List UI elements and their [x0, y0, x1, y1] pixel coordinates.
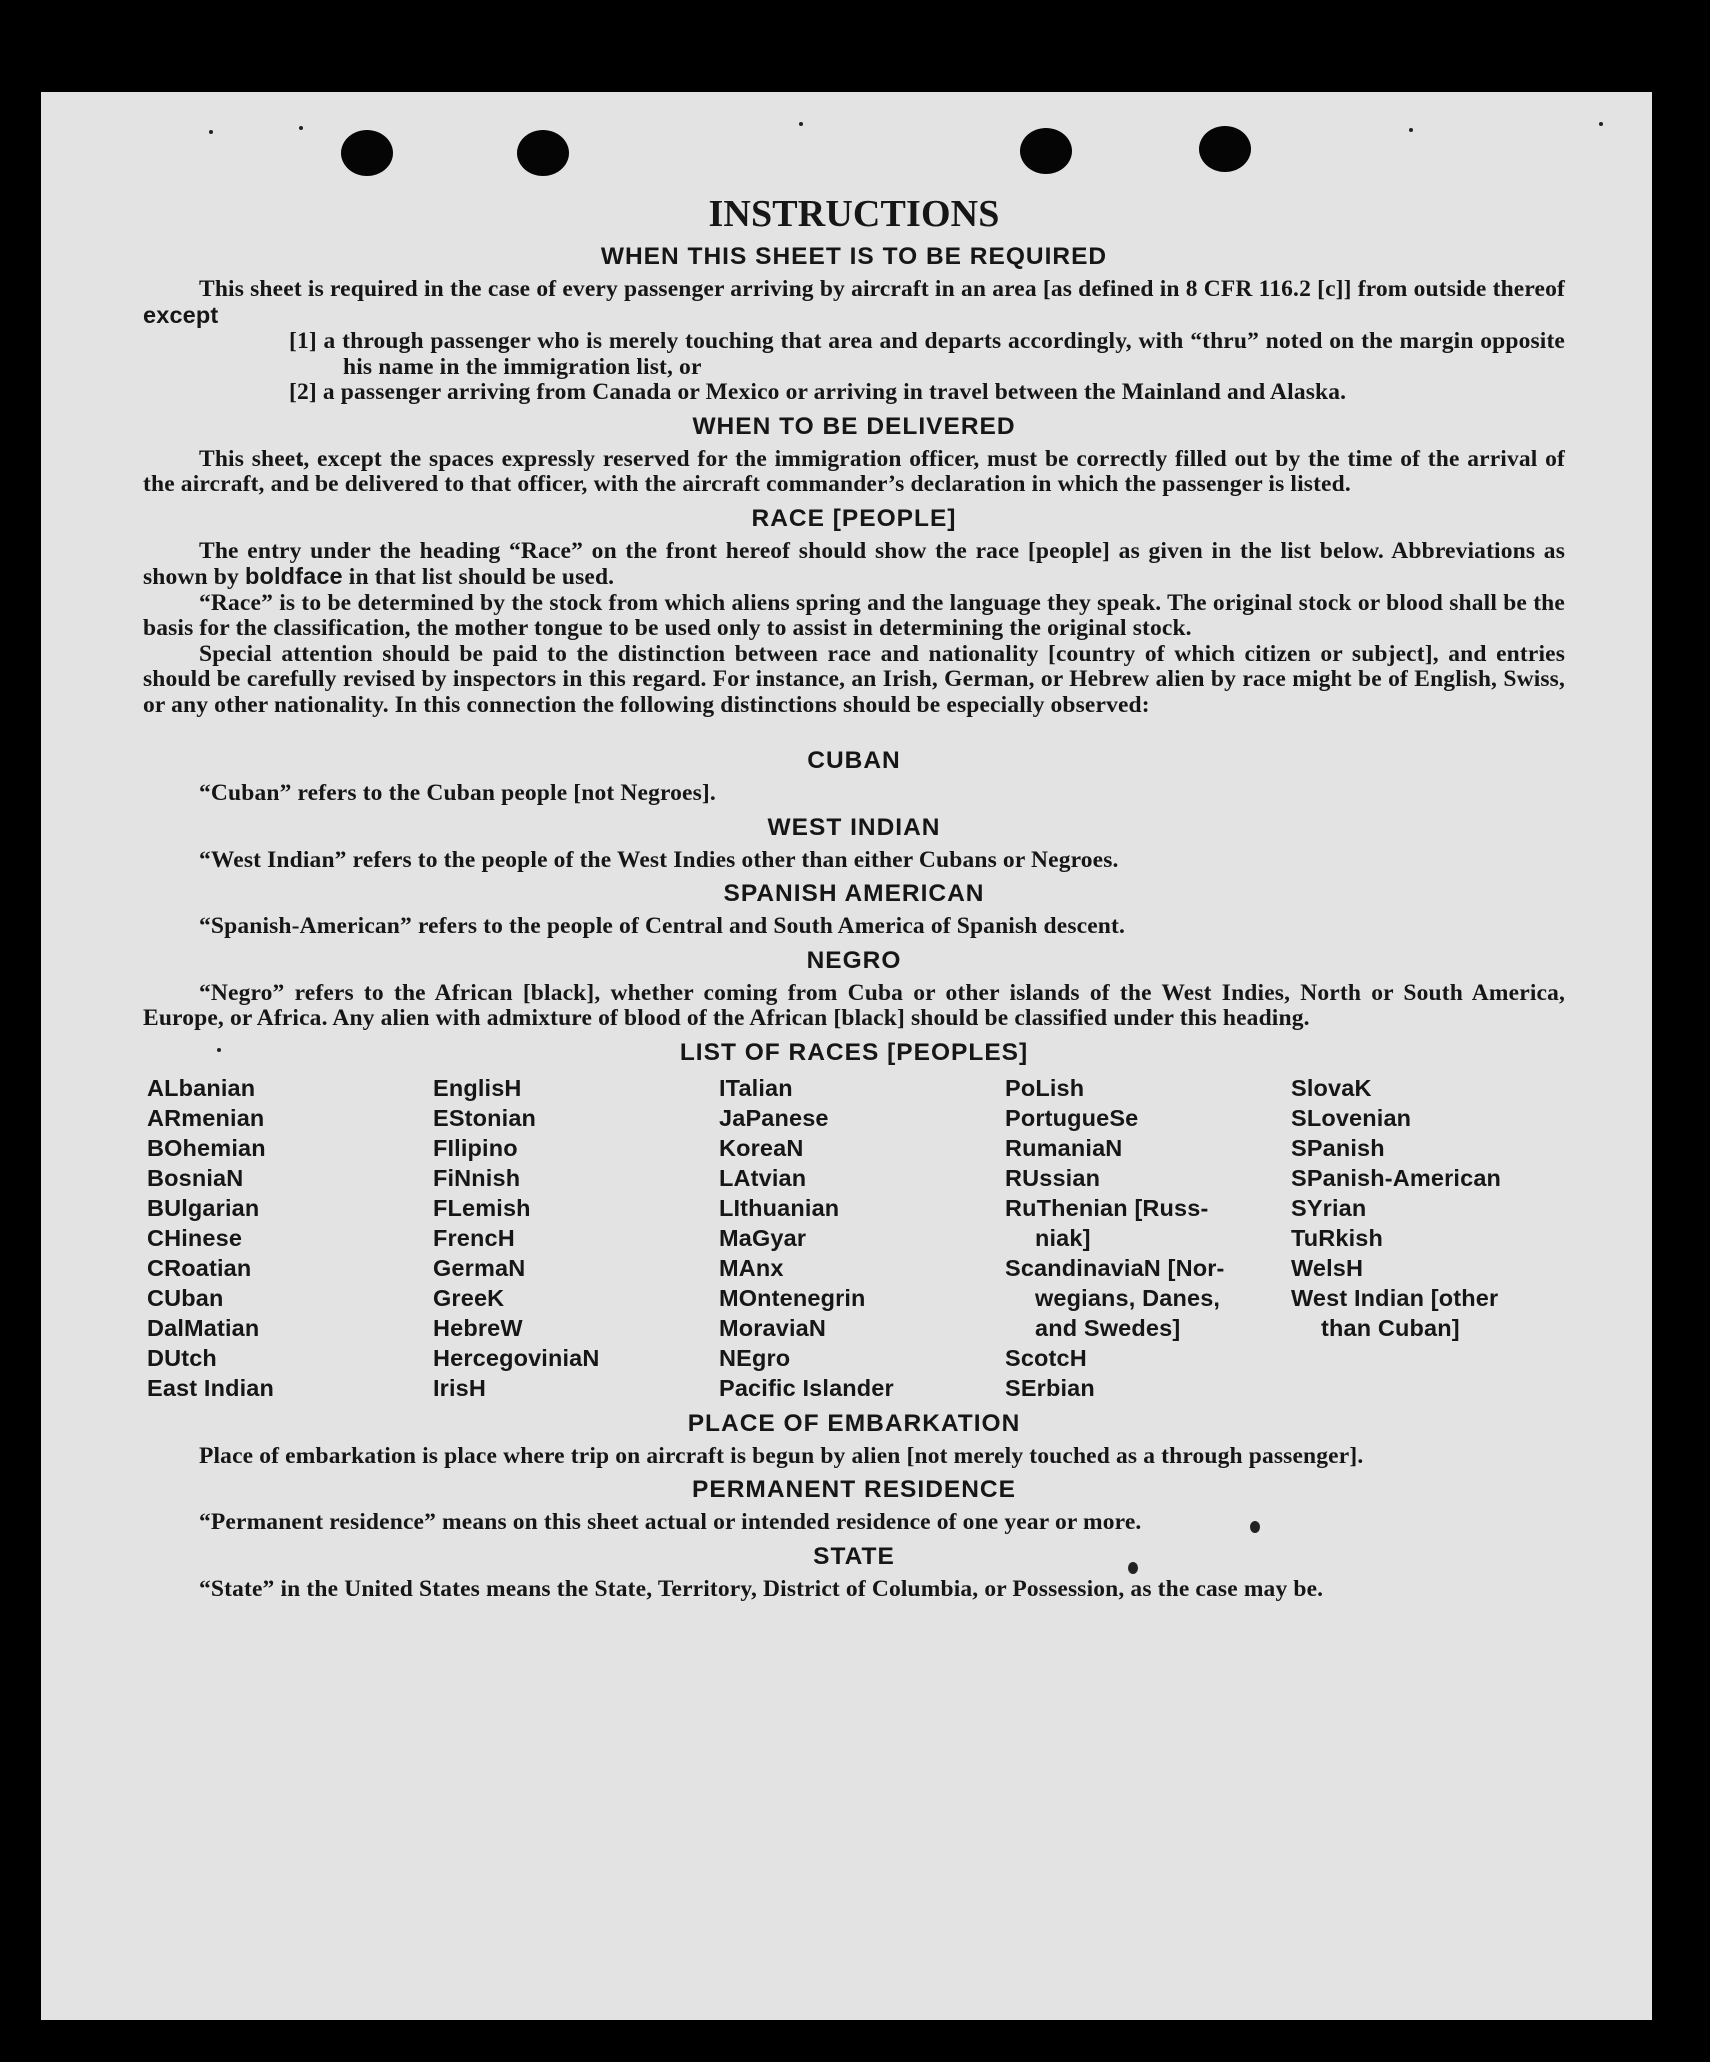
cuban-text: “Cuban” refers to the Cuban people [not Negroes]. [199, 780, 716, 806]
race-item-continued: niak] [1035, 1224, 1091, 1251]
race-item: BOhemian [147, 1134, 266, 1161]
race-item: ARmenian [147, 1104, 265, 1131]
speck [1599, 122, 1603, 126]
negro-text: “Negro” refers to the African [black], whether coming from Cuba or other islands of the West Indies, North or South America, Europe, or Africa. Any alien with admixture of blood of the African [black] should be classified under this heading. [143, 979, 1565, 1031]
race-item: JaPanese [719, 1104, 829, 1131]
heading-races-list: LIST OF RACES [PEOPLES] [679, 1038, 1029, 1066]
race-item: DUtch [147, 1344, 217, 1371]
race-item: FiNnish [433, 1164, 521, 1191]
race-item: RumaniaN [1005, 1134, 1123, 1161]
race-item: ALbanian [147, 1074, 256, 1101]
west-indian-text: “West Indian” refers to the people of the West Indies other than either Cubans or Negroes. [199, 846, 1119, 873]
race-item: SPanish-American [1291, 1164, 1502, 1191]
race-item: MoraviaN [719, 1314, 826, 1341]
race-paragraph-2: “Race” is to be determined by the stock from which aliens spring and the language they speak. The original stock or blood shall be the basis for the classification, the mother tongue to be used only to assist in determining the original stock. [143, 589, 1565, 641]
race-item: Pacific Islander [719, 1374, 894, 1401]
race-item-continued: wegians, Danes, [1035, 1284, 1221, 1311]
speck [799, 122, 803, 126]
race-item: PoLish [1005, 1074, 1085, 1101]
race-item: HercegoviniaN [433, 1344, 600, 1371]
race-item: TuRkish [1291, 1224, 1384, 1251]
required-item-1: [1] a through passenger who is merely touching that area and departs accordingly, with “thru” noted on the margin opposite his name in the immigration list, or [289, 328, 1565, 380]
heading-residence: PERMANENT RESIDENCE [692, 1476, 1016, 1503]
heading-west-indian: WEST INDIAN [767, 813, 941, 841]
races-column-3 [719, 1073, 1005, 1403]
residence-text: “Permanent residence” means on this sheet actual or intended residence of one year or more. [199, 1509, 1142, 1535]
race-item: GreeK [433, 1284, 505, 1311]
race-item: HebreW [433, 1314, 523, 1341]
race-item: ScotcH [1005, 1344, 1087, 1371]
race-item: FrencH [433, 1224, 515, 1251]
race-item: RUssian [1005, 1164, 1101, 1191]
race-item: PortugueSe [1005, 1104, 1139, 1131]
punch-hole [1020, 128, 1072, 174]
race-item: FLemish [433, 1194, 531, 1221]
race-item: SlovaK [1291, 1074, 1372, 1101]
heading-negro: NEGRO [806, 946, 902, 974]
heading-race: RACE [PEOPLE] [751, 504, 957, 532]
punch-hole [517, 130, 569, 176]
race-item: BUlgarian [147, 1194, 260, 1221]
race-item: SLovenian [1291, 1104, 1412, 1131]
heading-cuban: CUBAN [807, 747, 901, 774]
race-item: KoreaN [719, 1134, 804, 1161]
race-item: RuThenian [Russ- [1005, 1194, 1209, 1221]
race-item: IrisH [433, 1374, 486, 1401]
race-item: CRoatian [147, 1254, 252, 1281]
race-p1-a: The entry under the heading “Race” on the front hereof should show the race [people] as given in the list below. Abbreviations as shown by [143, 537, 1565, 590]
race-item: EStonian [433, 1104, 537, 1131]
races-list [147, 1073, 1565, 1403]
instructions-content [143, 192, 1565, 1602]
required-intro-text: This sheet is required in the case of every passenger arriving by aircraft in an area [as defined in 8 CFR 116.2 [c]] from outside thereof [199, 276, 1565, 302]
page-title: INSTRUCTIONS [708, 193, 1000, 235]
races-column-2 [433, 1073, 719, 1403]
race-item: LAtvian [719, 1164, 807, 1191]
heading-delivered: WHEN TO BE DELIVERED [692, 412, 1016, 440]
spanish-american-text: “Spanish-American” refers to the people of Central and South America of Spanish descent. [199, 913, 1125, 939]
race-item: East Indian [147, 1374, 275, 1401]
race-item-continued: than Cuban] [1321, 1314, 1460, 1341]
races-column-5 [1291, 1073, 1581, 1403]
required-intro-except: except [143, 301, 219, 328]
punch-hole [341, 130, 393, 176]
race-item: SYrian [1291, 1194, 1367, 1221]
race-item: MaGyar [719, 1224, 807, 1251]
race-paragraph-1 [143, 539, 1565, 591]
race-item: West Indian [other [1291, 1284, 1499, 1311]
race-item: SPanish [1291, 1134, 1385, 1161]
race-item: DalMatian [147, 1314, 260, 1341]
race-p1-bold: boldface [244, 563, 343, 589]
embarkation-text: Place of embarkation is place where trip on aircraft is begun by alien [not merely touched as a through passenger]. [199, 1442, 1364, 1469]
race-item: EnglisH [433, 1074, 522, 1101]
speck [209, 130, 213, 134]
heading-state: STATE [813, 1542, 895, 1570]
race-item: MOntenegrin [719, 1284, 866, 1311]
race-item: WelsH [1291, 1254, 1364, 1281]
races-column-1 [147, 1073, 433, 1403]
race-item: ScandinaviaN [Nor- [1005, 1254, 1225, 1281]
race-item: SErbian [1005, 1374, 1095, 1401]
heading-required: WHEN THIS SHEET IS TO BE REQUIRED [600, 243, 1108, 270]
delivered-text: This sheet, except the spaces expressly reserved for the immigration officer, must be correctly filled out by the time of the arrival of the aircraft, and be delivered to that officer, with the aircraft commander’s declaration in which the passenger is listed. [143, 445, 1565, 497]
punch-hole [1199, 126, 1251, 172]
heading-spanish-american: SPANISH AMERICAN [723, 880, 985, 907]
race-item: LIthuanian [719, 1194, 840, 1221]
heading-embarkation: PLACE OF EMBARKATION [687, 1409, 1021, 1437]
race-item: CUban [147, 1284, 224, 1311]
races-column-4 [1005, 1073, 1291, 1403]
state-text: “State” in the United States means the State, Territory, District of Columbia, or Possession, as the case may be. [199, 1575, 1324, 1602]
speck [1409, 128, 1413, 132]
race-item: FIlipino [433, 1134, 518, 1161]
speck [299, 126, 303, 130]
race-item: ITalian [719, 1074, 793, 1101]
race-item: NEgro [719, 1344, 791, 1371]
race-p1-b: in that list should be used. [348, 564, 615, 590]
race-item: BosniaN [147, 1164, 244, 1191]
required-intro [143, 277, 1565, 329]
race-item: GermaN [433, 1254, 526, 1281]
race-item-continued: and Swedes] [1035, 1314, 1181, 1341]
race-item: CHinese [147, 1224, 243, 1251]
race-paragraph-3: Special attention should be paid to the distinction between race and nationality [country of which citizen or subject], and entries should be carefully revised by inspectors in this regard. For instance, an Irish, German, or Hebrew alien by race might be of English, Swiss, or any other nationality. In this connection the following distinctions should be especially observed: [143, 640, 1565, 718]
race-item: MAnx [719, 1254, 784, 1281]
required-item-2: [2] a passenger arriving from Canada or Mexico or arriving in travel between the Mainland and Alaska. [289, 379, 1347, 405]
document-sheet [41, 92, 1652, 2020]
